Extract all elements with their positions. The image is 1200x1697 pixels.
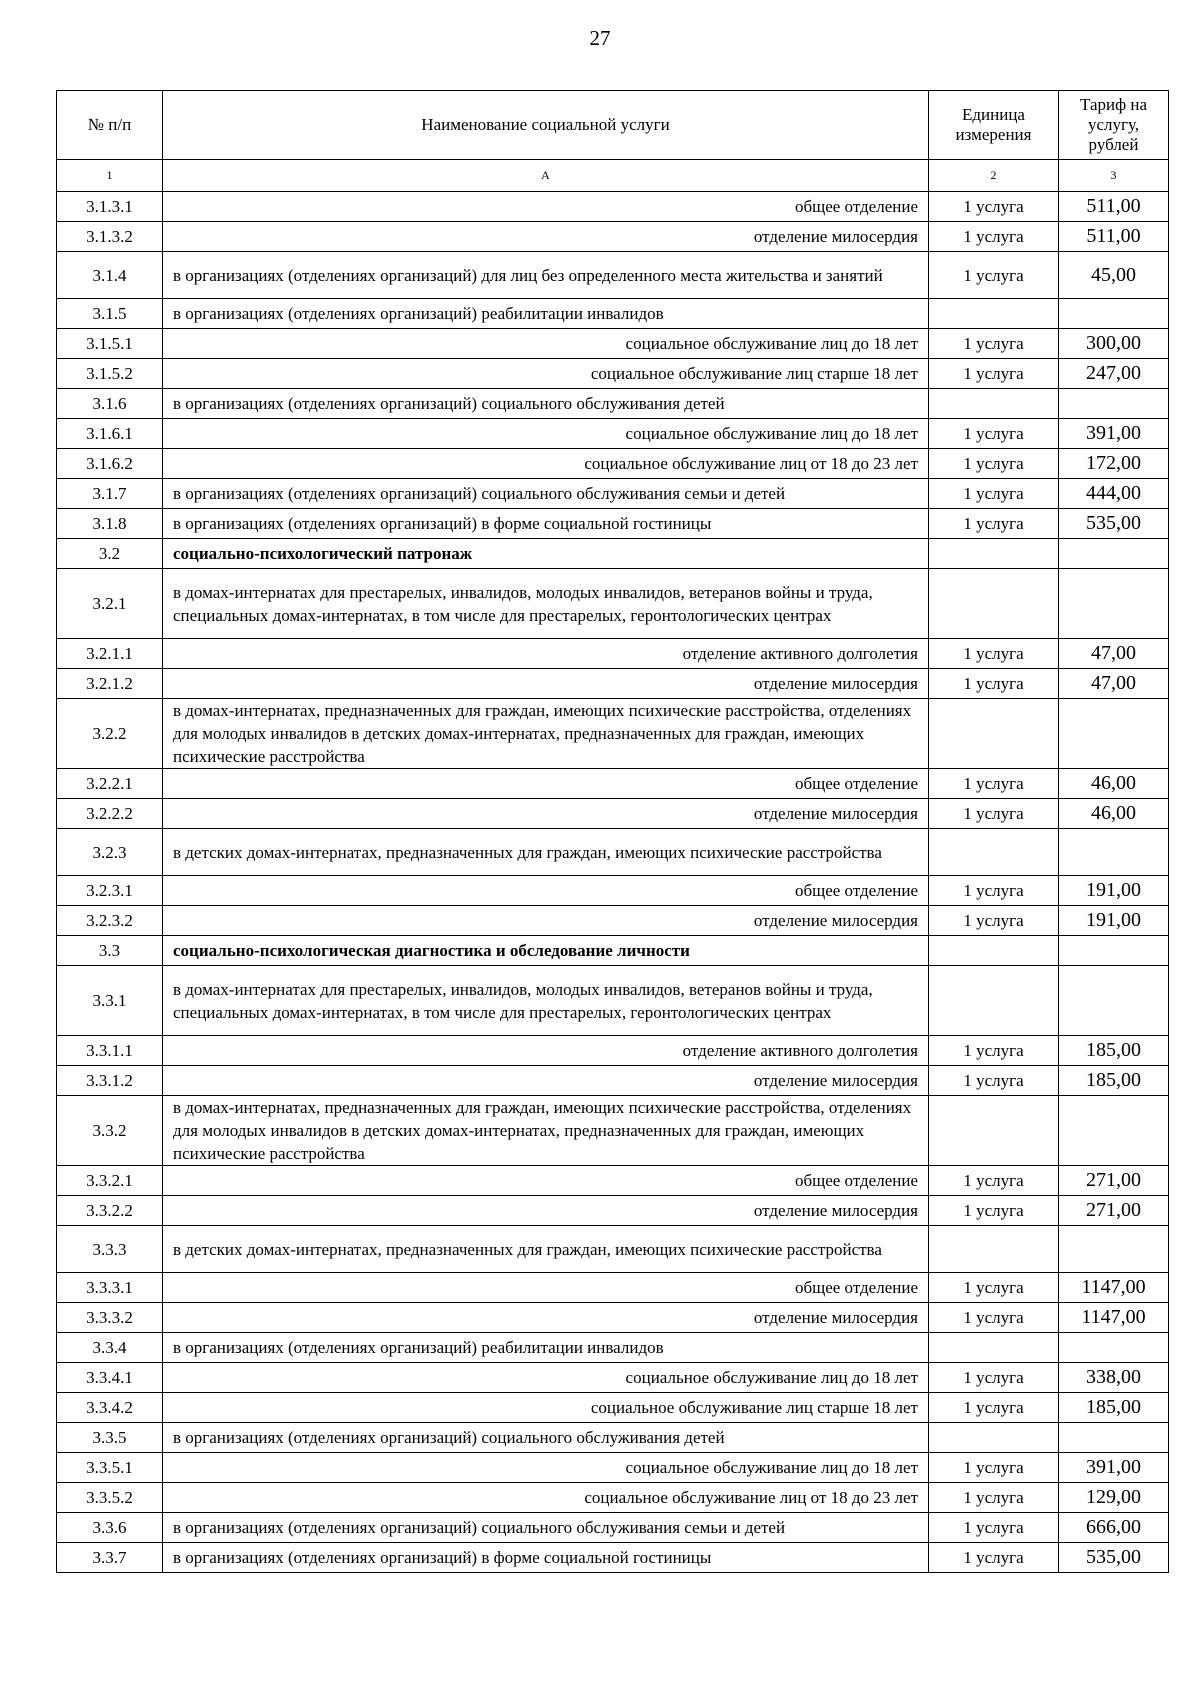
row-service-name: отделение активного долголетия bbox=[163, 639, 929, 669]
row-number: 3.2.3.2 bbox=[57, 906, 163, 936]
row-rate: 185,00 bbox=[1059, 1066, 1169, 1096]
row-number: 3.1.3.1 bbox=[57, 192, 163, 222]
row-unit: 1 услуга bbox=[929, 669, 1059, 699]
row-service-name: отделение милосердия bbox=[163, 1196, 929, 1226]
row-rate bbox=[1059, 1423, 1169, 1453]
row-number: 3.2.2.2 bbox=[57, 799, 163, 829]
table-row bbox=[57, 966, 1169, 1036]
row-rate: 172,00 bbox=[1059, 449, 1169, 479]
row-unit: 1 услуга bbox=[929, 192, 1059, 222]
row-number: 3.3.7 bbox=[57, 1543, 163, 1573]
table-row bbox=[57, 769, 1169, 799]
row-service-name: отделение милосердия bbox=[163, 1066, 929, 1096]
row-service-name: общее отделение bbox=[163, 1166, 929, 1196]
table-row bbox=[57, 1196, 1169, 1226]
row-service-name: отделение активного долголетия bbox=[163, 1036, 929, 1066]
header-rate: Тариф на услугу, рублей bbox=[1059, 91, 1169, 160]
table-row bbox=[57, 192, 1169, 222]
table-row bbox=[57, 936, 1169, 966]
row-rate bbox=[1059, 1226, 1169, 1273]
row-service-name: в домах-интернатах, предназначенных для граждан, имеющих психические расстройства, отделениях для молодых инвалидов в детских домах-интернатах, предназначенных для граждан, имеющих психические расстройства bbox=[163, 699, 929, 769]
row-number: 3.1.7 bbox=[57, 479, 163, 509]
row-number: 3.2.2.1 bbox=[57, 769, 163, 799]
table-row bbox=[57, 1303, 1169, 1333]
row-unit: 1 услуга bbox=[929, 1066, 1059, 1096]
row-number: 3.3.1.2 bbox=[57, 1066, 163, 1096]
row-number: 3.3.1 bbox=[57, 966, 163, 1036]
row-unit: 1 услуга bbox=[929, 419, 1059, 449]
table-row bbox=[57, 1096, 1169, 1166]
row-unit: 1 услуга bbox=[929, 799, 1059, 829]
row-rate: 338,00 bbox=[1059, 1363, 1169, 1393]
row-service-name: социальное обслуживание лиц старше 18 лет bbox=[163, 359, 929, 389]
row-unit bbox=[929, 699, 1059, 769]
row-unit bbox=[929, 539, 1059, 569]
row-unit bbox=[929, 966, 1059, 1036]
row-unit bbox=[929, 936, 1059, 966]
row-rate: 511,00 bbox=[1059, 192, 1169, 222]
row-service-name: общее отделение bbox=[163, 876, 929, 906]
row-number: 3.1.6.1 bbox=[57, 419, 163, 449]
table-row bbox=[57, 1226, 1169, 1273]
table-row bbox=[57, 299, 1169, 329]
row-rate: 444,00 bbox=[1059, 479, 1169, 509]
table-body bbox=[57, 192, 1169, 1573]
row-rate: 535,00 bbox=[1059, 509, 1169, 539]
row-rate bbox=[1059, 299, 1169, 329]
table-row bbox=[57, 1483, 1169, 1513]
row-service-name: социально-психологическая диагностика и обследование личности bbox=[163, 936, 929, 966]
row-number: 3.3.5.1 bbox=[57, 1453, 163, 1483]
row-unit bbox=[929, 299, 1059, 329]
row-rate: 46,00 bbox=[1059, 799, 1169, 829]
row-service-name: социальное обслуживание лиц до 18 лет bbox=[163, 1453, 929, 1483]
row-service-name: отделение милосердия bbox=[163, 669, 929, 699]
row-unit: 1 услуга bbox=[929, 479, 1059, 509]
row-rate: 185,00 bbox=[1059, 1393, 1169, 1423]
row-unit: 1 услуга bbox=[929, 1543, 1059, 1573]
row-service-name: социальное обслуживание лиц старше 18 лет bbox=[163, 1393, 929, 1423]
row-service-name: в организациях (отделениях организаций) для лиц без определенного места жительства и занятий bbox=[163, 252, 929, 299]
row-unit: 1 услуга bbox=[929, 639, 1059, 669]
row-number: 3.1.4 bbox=[57, 252, 163, 299]
index-unit: 2 bbox=[929, 160, 1059, 192]
row-unit: 1 услуга bbox=[929, 876, 1059, 906]
row-unit: 1 услуга bbox=[929, 359, 1059, 389]
row-number: 3.3.3.1 bbox=[57, 1273, 163, 1303]
row-rate: 271,00 bbox=[1059, 1196, 1169, 1226]
row-unit: 1 услуга bbox=[929, 1273, 1059, 1303]
table-row bbox=[57, 329, 1169, 359]
row-service-name: общее отделение bbox=[163, 192, 929, 222]
row-rate: 391,00 bbox=[1059, 1453, 1169, 1483]
table-row bbox=[57, 359, 1169, 389]
row-service-name: социальное обслуживание лиц до 18 лет bbox=[163, 329, 929, 359]
row-service-name: социально-психологический патронаж bbox=[163, 539, 929, 569]
row-service-name: в организациях (отделениях организаций) в форме социальной гостиницы bbox=[163, 1543, 929, 1573]
row-rate: 666,00 bbox=[1059, 1513, 1169, 1543]
table-row bbox=[57, 1543, 1169, 1573]
header-service-name: Наименование социальной услуги bbox=[163, 91, 929, 160]
table-row bbox=[57, 539, 1169, 569]
row-unit: 1 услуга bbox=[929, 509, 1059, 539]
row-service-name: в организациях (отделениях организаций) в форме социальной гостиницы bbox=[163, 509, 929, 539]
table-row bbox=[57, 569, 1169, 639]
row-number: 3.1.5.1 bbox=[57, 329, 163, 359]
row-unit: 1 услуга bbox=[929, 1036, 1059, 1066]
row-unit: 1 услуга bbox=[929, 1483, 1059, 1513]
row-unit bbox=[929, 389, 1059, 419]
header-unit: Единица измерения bbox=[929, 91, 1059, 160]
index-number: 1 bbox=[57, 160, 163, 192]
table-row bbox=[57, 1036, 1169, 1066]
row-number: 3.1.6.2 bbox=[57, 449, 163, 479]
table-row bbox=[57, 1393, 1169, 1423]
row-unit bbox=[929, 569, 1059, 639]
row-service-name: отделение милосердия bbox=[163, 906, 929, 936]
row-number: 3.3.5.2 bbox=[57, 1483, 163, 1513]
row-service-name: в организациях (отделениях организаций) реабилитации инвалидов bbox=[163, 1333, 929, 1363]
table-row bbox=[57, 1363, 1169, 1393]
row-unit: 1 услуга bbox=[929, 1513, 1059, 1543]
row-service-name: социальное обслуживание лиц до 18 лет bbox=[163, 1363, 929, 1393]
table-row bbox=[57, 419, 1169, 449]
table-row bbox=[57, 479, 1169, 509]
table-row bbox=[57, 799, 1169, 829]
row-service-name: в детских домах-интернатах, предназначенных для граждан, имеющих психические расстройства bbox=[163, 829, 929, 876]
row-rate: 1147,00 bbox=[1059, 1303, 1169, 1333]
row-service-name: социальное обслуживание лиц до 18 лет bbox=[163, 419, 929, 449]
row-rate bbox=[1059, 569, 1169, 639]
row-unit: 1 услуга bbox=[929, 222, 1059, 252]
table-row bbox=[57, 876, 1169, 906]
row-unit: 1 услуга bbox=[929, 329, 1059, 359]
table-row bbox=[57, 699, 1169, 769]
table-row bbox=[57, 1423, 1169, 1453]
row-rate: 46,00 bbox=[1059, 769, 1169, 799]
row-service-name: в организациях (отделениях организаций) социального обслуживания семьи и детей bbox=[163, 479, 929, 509]
row-number: 3.3.5 bbox=[57, 1423, 163, 1453]
row-rate: 300,00 bbox=[1059, 329, 1169, 359]
row-rate bbox=[1059, 1333, 1169, 1363]
table-row bbox=[57, 449, 1169, 479]
header-number: № п/п bbox=[57, 91, 163, 160]
row-number: 3.1.8 bbox=[57, 509, 163, 539]
row-unit: 1 услуга bbox=[929, 1363, 1059, 1393]
row-unit bbox=[929, 1423, 1059, 1453]
row-rate bbox=[1059, 966, 1169, 1036]
row-service-name: отделение милосердия bbox=[163, 1303, 929, 1333]
row-number: 3.3.6 bbox=[57, 1513, 163, 1543]
row-service-name: в организациях (отделениях организаций) социального обслуживания детей bbox=[163, 389, 929, 419]
row-rate: 191,00 bbox=[1059, 876, 1169, 906]
table-row bbox=[57, 389, 1169, 419]
row-number: 3.3.2.1 bbox=[57, 1166, 163, 1196]
row-rate: 45,00 bbox=[1059, 252, 1169, 299]
row-number: 3.3.4.1 bbox=[57, 1363, 163, 1393]
table-row bbox=[57, 639, 1169, 669]
row-number: 3.3 bbox=[57, 936, 163, 966]
table-row bbox=[57, 252, 1169, 299]
row-number: 3.2.2 bbox=[57, 699, 163, 769]
row-rate: 47,00 bbox=[1059, 639, 1169, 669]
row-rate: 511,00 bbox=[1059, 222, 1169, 252]
row-rate: 185,00 bbox=[1059, 1036, 1169, 1066]
table-row bbox=[57, 1166, 1169, 1196]
row-unit bbox=[929, 1226, 1059, 1273]
row-number: 3.2.3 bbox=[57, 829, 163, 876]
row-service-name: в домах-интернатах для престарелых, инвалидов, молодых инвалидов, ветеранов войны и труда, специальных домах-интернатах, в том числе для престарелых, геронтологических центрах bbox=[163, 569, 929, 639]
row-rate: 391,00 bbox=[1059, 419, 1169, 449]
row-number: 3.3.1.1 bbox=[57, 1036, 163, 1066]
row-unit: 1 услуга bbox=[929, 1303, 1059, 1333]
row-number: 3.2.1.2 bbox=[57, 669, 163, 699]
row-number: 3.2.3.1 bbox=[57, 876, 163, 906]
row-rate bbox=[1059, 699, 1169, 769]
row-number: 3.3.3 bbox=[57, 1226, 163, 1273]
row-number: 3.1.5.2 bbox=[57, 359, 163, 389]
row-rate: 535,00 bbox=[1059, 1543, 1169, 1573]
table-row bbox=[57, 829, 1169, 876]
index-rate: 3 bbox=[1059, 160, 1169, 192]
row-number: 3.1.3.2 bbox=[57, 222, 163, 252]
row-rate: 271,00 bbox=[1059, 1166, 1169, 1196]
row-number: 3.1.5 bbox=[57, 299, 163, 329]
row-service-name: в организациях (отделениях организаций) социального обслуживания семьи и детей bbox=[163, 1513, 929, 1543]
table-row bbox=[57, 509, 1169, 539]
page-number: 27 bbox=[589, 26, 611, 50]
column-index-row bbox=[57, 160, 1169, 192]
row-number: 3.3.3.2 bbox=[57, 1303, 163, 1333]
row-service-name: в домах-интернатах для престарелых, инвалидов, молодых инвалидов, ветеранов войны и труда, специальных домах-интернатах, в том числе для престарелых, геронтологических центрах bbox=[163, 966, 929, 1036]
row-rate bbox=[1059, 829, 1169, 876]
row-rate bbox=[1059, 389, 1169, 419]
row-unit bbox=[929, 1096, 1059, 1166]
table-row bbox=[57, 1513, 1169, 1543]
table-header-row bbox=[57, 91, 1169, 160]
table-row bbox=[57, 1333, 1169, 1363]
row-number: 3.3.2.2 bbox=[57, 1196, 163, 1226]
row-rate bbox=[1059, 936, 1169, 966]
row-unit: 1 услуга bbox=[929, 1196, 1059, 1226]
row-unit: 1 услуга bbox=[929, 252, 1059, 299]
row-number: 3.3.4 bbox=[57, 1333, 163, 1363]
row-number: 3.2.1 bbox=[57, 569, 163, 639]
row-unit: 1 услуга bbox=[929, 1393, 1059, 1423]
row-rate: 247,00 bbox=[1059, 359, 1169, 389]
row-unit: 1 услуга bbox=[929, 769, 1059, 799]
row-service-name: отделение милосердия bbox=[163, 799, 929, 829]
row-service-name: общее отделение bbox=[163, 769, 929, 799]
row-service-name: в домах-интернатах, предназначенных для граждан, имеющих психические расстройства, отделениях для молодых инвалидов в детских домах-интернатах, предназначенных для граждан, имеющих психические расстройства bbox=[163, 1096, 929, 1166]
table-row bbox=[57, 906, 1169, 936]
row-number: 3.1.6 bbox=[57, 389, 163, 419]
row-unit: 1 услуга bbox=[929, 906, 1059, 936]
index-service-name: А bbox=[163, 160, 929, 192]
row-service-name: отделение милосердия bbox=[163, 222, 929, 252]
row-rate bbox=[1059, 539, 1169, 569]
row-number: 3.2.1.1 bbox=[57, 639, 163, 669]
row-unit: 1 услуга bbox=[929, 449, 1059, 479]
row-number: 3.3.4.2 bbox=[57, 1393, 163, 1423]
row-rate: 191,00 bbox=[1059, 906, 1169, 936]
row-service-name: в организациях (отделениях организаций) реабилитации инвалидов bbox=[163, 299, 929, 329]
table-row bbox=[57, 669, 1169, 699]
row-rate: 47,00 bbox=[1059, 669, 1169, 699]
table-row bbox=[57, 222, 1169, 252]
row-service-name: социальное обслуживание лиц от 18 до 23 лет bbox=[163, 1483, 929, 1513]
row-unit bbox=[929, 1333, 1059, 1363]
row-service-name: социальное обслуживание лиц от 18 до 23 лет bbox=[163, 449, 929, 479]
table-row bbox=[57, 1273, 1169, 1303]
row-unit: 1 услуга bbox=[929, 1166, 1059, 1196]
table-row bbox=[57, 1066, 1169, 1096]
row-number: 3.3.2 bbox=[57, 1096, 163, 1166]
row-service-name: общее отделение bbox=[163, 1273, 929, 1303]
row-number: 3.2 bbox=[57, 539, 163, 569]
row-unit bbox=[929, 829, 1059, 876]
row-rate bbox=[1059, 1096, 1169, 1166]
row-service-name: в организациях (отделениях организаций) социального обслуживания детей bbox=[163, 1423, 929, 1453]
row-service-name: в детских домах-интернатах, предназначенных для граждан, имеющих психические расстройства bbox=[163, 1226, 929, 1273]
table-row bbox=[57, 1453, 1169, 1483]
row-rate: 129,00 bbox=[1059, 1483, 1169, 1513]
tariff-table bbox=[56, 90, 1169, 1573]
row-rate: 1147,00 bbox=[1059, 1273, 1169, 1303]
row-unit: 1 услуга bbox=[929, 1453, 1059, 1483]
